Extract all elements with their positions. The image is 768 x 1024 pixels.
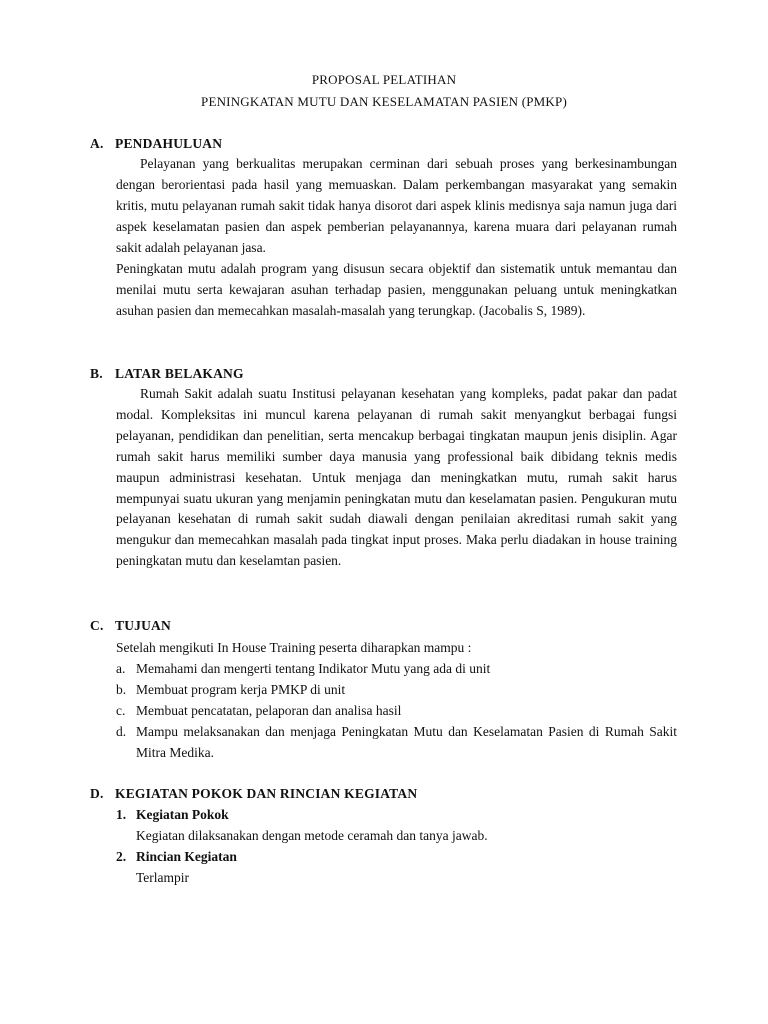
section-c-title: TUJUAN [115,618,171,633]
section-d-title: KEGIATAN POKOK DAN RINCIAN KEGIATAN [115,786,418,801]
list-marker: b. [116,682,127,697]
list-item [116,680,677,701]
list-text: Memahami dan mengerti tentang Indikator Mutu yang ada di unit [136,661,491,676]
list-text: Membuat pencatatan, pelaporan dan analisa hasil [136,703,402,718]
list-marker: a. [116,661,126,676]
section-a-paragraph-2: Peningkatan mutu adalah program yang disusun secara objektif dan sistematik untuk memantau dan menilai mutu serta kewajaran asuhan terhadap pasien, menggunakan peluang untuk meningkatkan asuhan pasien dan memecahkan masalah-masalah yang terungkap. (Jacobalis S, 1989). [116,261,677,318]
list-item [116,722,677,764]
section-a-paragraph-1: Pelayanan yang berkualitas merupakan cerminan dari sebuah proses yang berkesinambungan dengan berorientasi pada hasil yang memuaskan. Dalam perkembangan masyarakat yang semakin kritis, mutu pelayanan rumah sakit tidak hanya disorot dari aspek klinis medisnya saja namun juga dari aspek keselamatan pasien dan aspek pemberian pelayanannya, karena muara dari pelayanan rumah sakit adalah pelayanan jasa. [116,156,677,255]
section-d-label: D. [90,786,104,801]
section-c-heading [90,618,171,634]
subsection-2-marker: 2. [116,849,127,864]
section-b-label: B. [90,366,103,381]
section-b-paragraph-1: Rumah Sakit adalah suatu Institusi pelayanan kesehatan yang kompleks, padat pakar dan padat modal. Kompleksitas ini muncul karena pelayanan di rumah sakit menyangkut berbagai fungsi pelayanan, pendidikan dan penelitian, serta mencakup berbagai tingkatan maupun jenis disiplin. Agar rumah sakit harus memiliki sumber daya manusia yang professional baik dibidang teknis medis maupun administrasi kesehatan. Untuk menjaga dan meningkatkan mutu, rumah sakit harus mempunyai suatu ukuran yang menjamin peningkatan mutu dan keselamatan pasien. Pengukuran mutu pelayanan kesehatan di rumah sakit sudah diawali dengan penilaian akreditasi rumah sakit yang mengukur dan memecahkan masalah pada tingkat input proses. Maka perlu diadakan in house training peningkatan mutu dan keselamtan pasien. [116,386,677,569]
document-title: PROPOSAL PELATIHAN [311,72,457,87]
section-a-label: A. [90,136,104,151]
subsection-1-marker: 1. [116,807,127,822]
section-c-intro: Setelah mengikuti In House Training peserta diharapkan mampu : [116,640,472,655]
subsection-1-heading [116,807,229,823]
list-marker: c. [116,703,126,718]
list-text: Mampu melaksanakan dan menjaga Peningkatan Mutu dan Keselamatan Pasien di Rumah Sakit Mitra Medika. [136,724,677,760]
subsection-1-title: Kegiatan Pokok [136,807,229,822]
section-d-heading [90,786,417,802]
list-item [116,701,677,722]
section-c-label: C. [90,618,104,633]
section-a-heading [90,136,222,152]
subsection-2-text: Terlampir [136,870,190,885]
subsection-2-heading [116,849,237,865]
subsection-2-title: Rincian Kegiatan [136,849,237,864]
list-marker: d. [116,724,127,739]
section-b-title: LATAR BELAKANG [115,366,244,381]
list-text: Membuat program kerja PMKP di unit [136,682,346,697]
section-a-title: PENDAHULUAN [115,136,223,151]
section-b-heading [90,366,244,382]
list-item [116,659,677,680]
subsection-1-text: Kegiatan dilaksanakan dengan metode ceramah dan tanya jawab. [136,828,488,843]
document-subtitle: PENINGKATAN MUTU DAN KESELAMATAN PASIEN (PMKP) [201,94,567,109]
